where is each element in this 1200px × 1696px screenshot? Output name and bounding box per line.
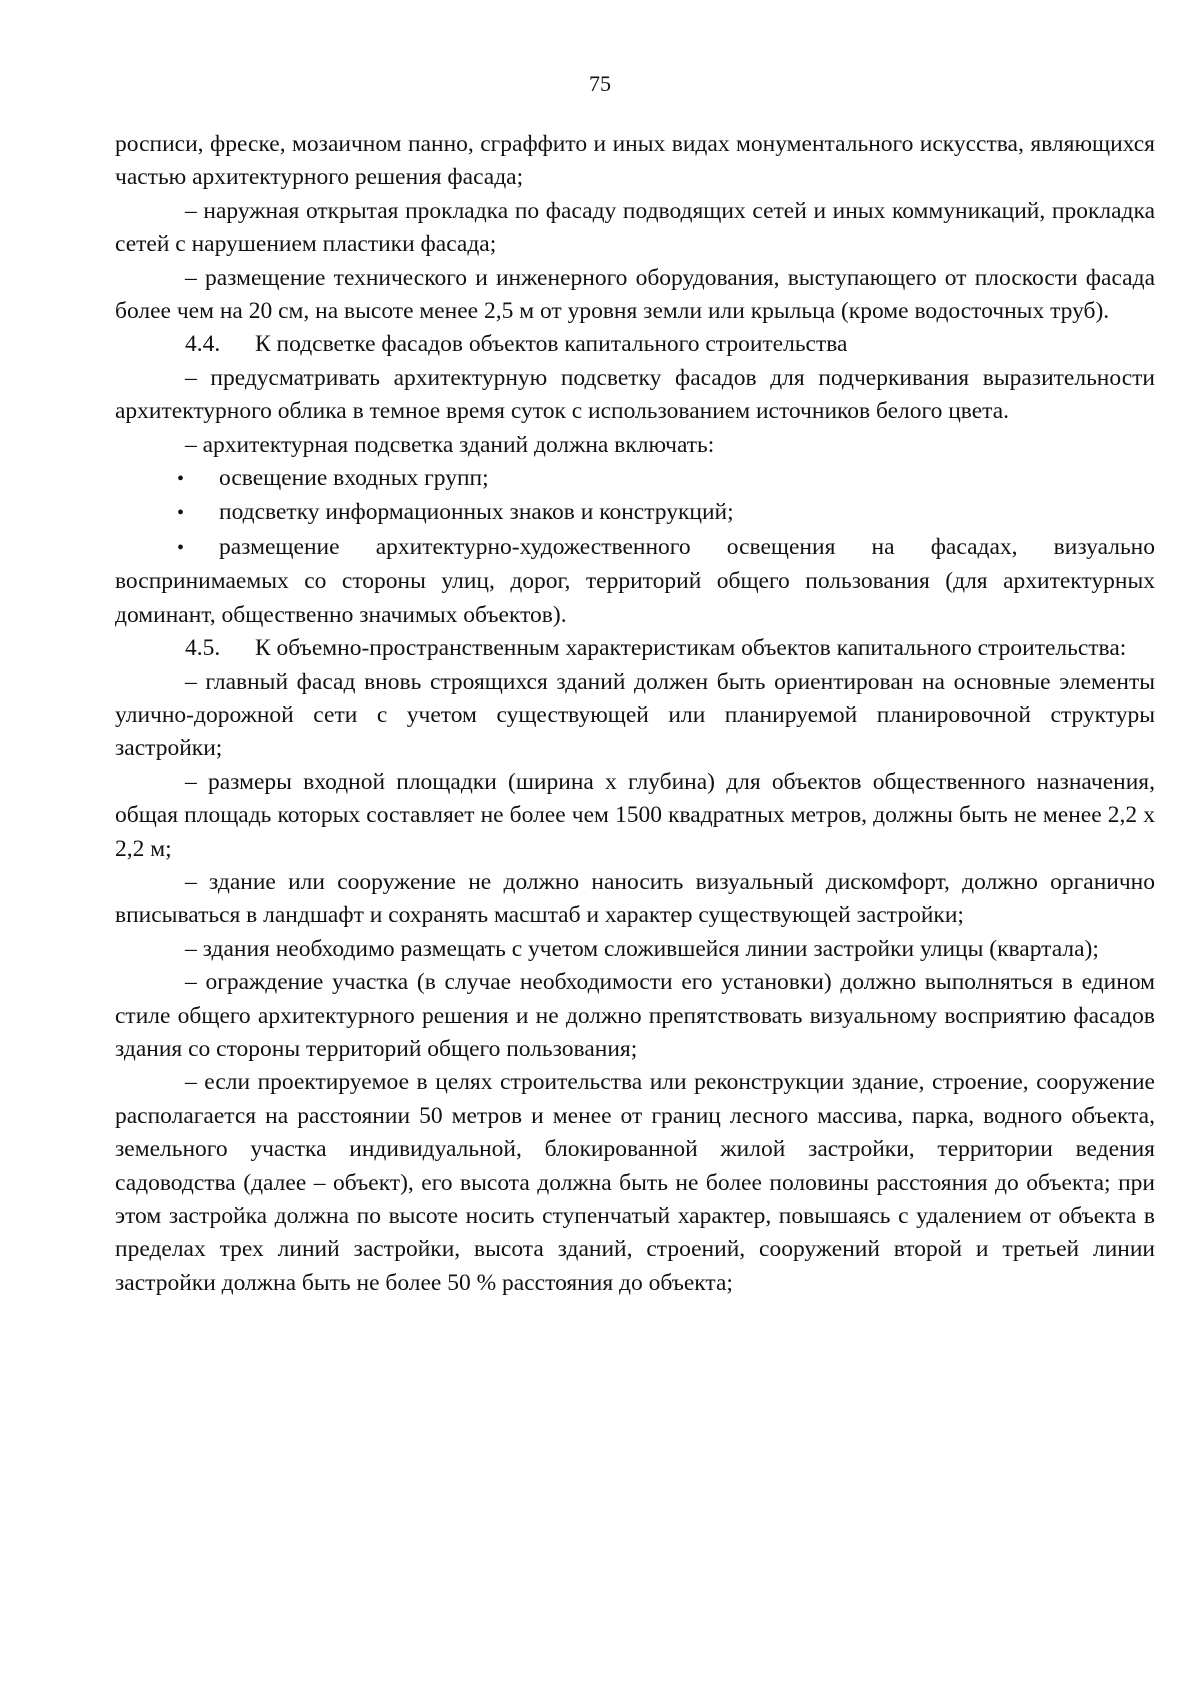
document-body xyxy=(115,128,1155,1300)
section-title: К подсветке фасадов объектов капитального строительства xyxy=(255,331,848,358)
paragraph-main-facade: – главный фасад вновь строящихся зданий должен быть ориентирован на основные элементы улично-дорожной сети с учетом существующей или планируемой планировочной структуры застройки; xyxy=(115,668,1155,762)
list-item xyxy=(115,462,1155,496)
section-4-4-heading xyxy=(115,328,1155,361)
list-item xyxy=(115,531,1155,632)
paragraph-entrance-size: – размеры входной площадки (ширина х глубина) для объектов общественного назначения, общая площадь которых составляет не более чем 1500 квадратных метров, должны быть не менее 2,2 х 2,2 м; xyxy=(115,768,1155,862)
list-item xyxy=(115,496,1155,530)
paragraph-building-line: – здания необходимо размещать с учетом сложившейся линии застройки улицы (квартала); xyxy=(185,935,1099,962)
section-4-5-heading xyxy=(115,632,1155,665)
paragraph-continuation: росписи, фреске, мозаичном панно, сграффито и иных видах монументального искусства, являющихся частью архитектурного решения фасада; xyxy=(115,131,1155,191)
list-item-text: освещение входных групп; xyxy=(219,465,489,492)
section-number: 4.5. xyxy=(185,635,221,662)
section-title: К объемно-пространственным характеристикам объектов капитального строительства: xyxy=(255,635,1127,662)
paragraph-visual-comfort: – здание или сооружение не должно наносить визуальный дискомфорт, должно органично вписываться в ландшафт и сохранять масштаб и характер существующей застройки; xyxy=(115,868,1155,929)
paragraph-lighting-provision: – предусматривать архитектурную подсветку фасадов для подчеркивания выразительности архитектурного облика в темное время суток с использованием источников белого цвета. xyxy=(115,364,1155,425)
bullet-icon: • xyxy=(177,468,185,491)
paragraph-height-limits: – если проектируемое в целях строительства или реконструкции здание, строение, сооружение располагается на расстоянии 50 метров и менее от границ лесного массива, парка, водного объекта, земельного участка индивидуальной, блокированной жилой застройки, территории ведения садоводства (далее – объект), его высота должна быть не более половины расстояния до объекта; при этом застройка должна по высоте носить ступенчатый характер, повышаясь с удалением от объекта в пределах трех линий застройки, высота зданий, строений, сооружений второй и третьей линии застройки должна быть не более 50 % расстояния до объекта; xyxy=(115,1069,1155,1296)
paragraph-fencing: – ограждение участка (в случае необходимости его установки) должно выполняться в едином стиле общего архитектурного решения и не должно препятствовать визуальному восприятию фасадов здания со стороны территорий общего пользования; xyxy=(115,969,1155,1062)
bullet-icon: • xyxy=(177,502,185,525)
paragraph-external-networks: – наружная открытая прокладка по фасаду подводящих сетей и иных коммуникаций, прокладка сетей с нарушением пластики фасада; xyxy=(115,197,1155,258)
section-number: 4.4. xyxy=(185,331,221,358)
paragraph-equipment-placement: – размещение технического и инженерного оборудования, выступающего от плоскости фасада более чем на 20 см, на высоте менее 2,5 м от уровня земли или крыльца (кроме водосточных труб). xyxy=(115,264,1155,325)
page-number: 75 xyxy=(589,71,611,96)
list-item-text: подсветку информационных знаков и конструкций; xyxy=(219,499,734,526)
list-item-text: размещение архитектурно-художественного освещения на фасадах, визуально воспринимаемых со стороны улиц, дорог, территорий общего пользования (для архитектурных доминант, общественно значимых объектов). xyxy=(115,533,1155,628)
bullet-icon: • xyxy=(177,536,185,559)
paragraph-lighting-includes: – архитектурная подсветка зданий должна включать: xyxy=(185,431,715,458)
